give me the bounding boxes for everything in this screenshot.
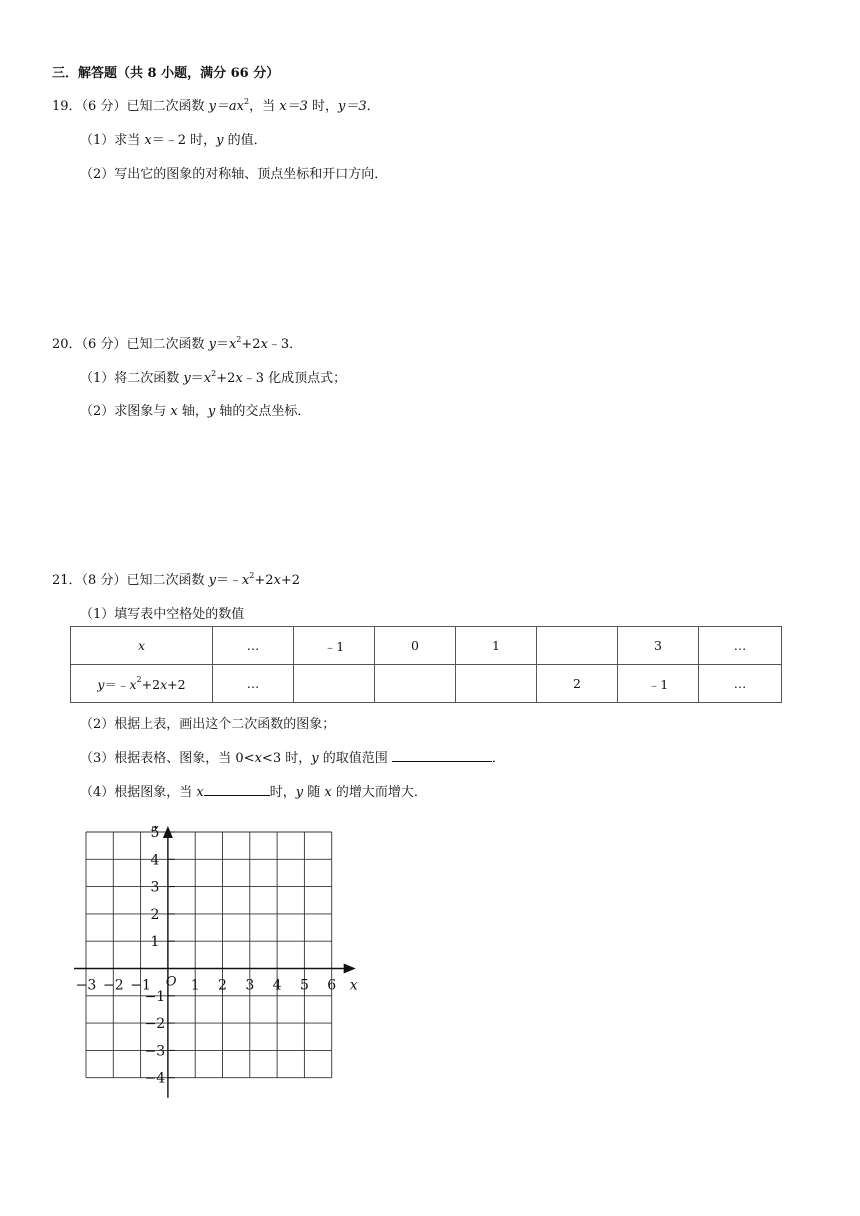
q20-stem-y: y — [208, 337, 216, 352]
table-cell: ﹣1 — [618, 665, 699, 703]
q19-p1-x: x — [144, 133, 152, 148]
x-tick-label: 6 — [327, 977, 337, 994]
q21-p4-y: y — [295, 785, 304, 800]
q21-stem-exp: 2 — [249, 570, 255, 580]
q21-stem-x: x — [241, 573, 250, 588]
q20-part2 — [80, 400, 310, 419]
table-header-y-x2: x — [160, 676, 168, 692]
y-tick-label: −1 — [144, 988, 166, 1005]
table-cell: 3 — [618, 627, 699, 665]
q20-stem-tail: ﹣3． — [267, 337, 303, 352]
table-cell: 1 — [456, 627, 537, 665]
q20-p1-a: （1）将二次函数 — [80, 371, 184, 386]
q19-p1-y: y — [216, 133, 224, 148]
q21-p4-d: 的增大而增大． — [331, 785, 427, 800]
y-tick-label: 1 — [150, 934, 160, 951]
q21-p4-c: 随 — [303, 785, 325, 800]
q21-stem-rest: +2 — [254, 573, 274, 588]
q21-stem-y: y — [208, 573, 216, 588]
q20-p2-x: x — [170, 404, 178, 419]
q21-p4-a: （4）根据图象，当 — [80, 785, 197, 800]
table-cell-blank[interactable] — [375, 665, 456, 703]
q20-stem-prefix: 20．（6 分）已知二次函数 — [52, 337, 209, 352]
q21-p3-x: x — [254, 751, 262, 766]
x-axis-arrow-icon — [344, 964, 356, 974]
q21-stem-eq: ＝﹣ — [215, 573, 242, 588]
q21-p3-c: 的取值范围 — [318, 751, 392, 766]
q20-p1-exp: 2 — [211, 368, 217, 378]
q21-p3-b: <3 时， — [261, 751, 312, 766]
y-axis-label — [151, 826, 161, 832]
table-header-y-var: y — [97, 676, 105, 692]
q20-p1-tail: ﹣3 化成顶点式； — [242, 371, 347, 386]
q21-p4-x2: x — [324, 785, 332, 800]
q20-p2-y: y — [207, 404, 216, 419]
answer-blank-range[interactable] — [392, 749, 492, 762]
q19-stem — [52, 95, 380, 114]
table-cell-blank[interactable] — [537, 627, 618, 665]
q20-stem-rest: +2 — [241, 337, 261, 352]
q20-p2-b: 轴， — [177, 404, 208, 419]
section-title: 三．解答题（共 8 小题，满分 66 分） — [52, 66, 280, 81]
y-tick-label: 2 — [150, 906, 160, 923]
y-tick-label: −2 — [144, 1016, 166, 1033]
q21-part4 — [80, 781, 427, 800]
q21-p4-b: 时， — [269, 785, 296, 800]
y-tick-label: 5 — [150, 826, 160, 841]
q19-stem-func: y＝ax — [208, 99, 245, 114]
q20-stem-x2: x — [260, 337, 268, 352]
table-cell: 2 — [537, 665, 618, 703]
q21-part2: （2）根据上表，画出这个二次函数的图象； — [80, 717, 336, 732]
x-tick-label: 5 — [299, 977, 309, 994]
table-cell: … — [699, 627, 782, 665]
q21-p3-y: y — [311, 751, 319, 766]
q19-p1-c: 的值． — [223, 133, 267, 148]
table-header-y-exp: 2 — [136, 675, 142, 685]
value-table — [70, 626, 782, 703]
q19-part2: （2）写出它的图象的对称轴、顶点坐标和开口方向． — [80, 167, 388, 182]
x-tick-label: 2 — [218, 977, 227, 994]
table-cell: … — [699, 665, 782, 703]
x-axis-label: x — [349, 977, 358, 994]
q19-p1-a: （1）求当 — [80, 133, 145, 148]
x-tick-label: 3 — [245, 977, 255, 994]
q20-p1-eq: ＝ — [190, 371, 204, 386]
table-header-y-x: x — [129, 676, 137, 692]
table-cell: ﹣1 — [294, 627, 375, 665]
origin-label: O — [165, 974, 177, 990]
q21-part3 — [80, 747, 505, 766]
coordinate-grid-svg[interactable] — [70, 826, 370, 1106]
q21-p3-a: （3）根据表格、图象，当 0< — [80, 751, 255, 766]
q21-stem — [52, 569, 300, 588]
x-tick-label: −1 — [130, 977, 151, 994]
table-header-y-eq: ＝﹣ — [104, 676, 130, 692]
q19-p1-b: ＝﹣2 时， — [151, 133, 217, 148]
table-header-y-tail: +2 — [167, 676, 186, 692]
q19-stem-mid: ，当 — [249, 99, 280, 114]
q21-p3-end: ． — [491, 751, 505, 766]
q20-stem-eq: ＝ — [215, 337, 229, 352]
q20-stem — [52, 333, 302, 352]
q20-stem-exp: 2 — [236, 334, 242, 344]
q19-stem-prefix: 19．（6 分）已知二次函数 — [52, 99, 209, 114]
coordinate-grid[interactable] — [70, 826, 370, 1110]
q20-p2-a: （2）求图象与 — [80, 404, 171, 419]
q21-stem-x2: x — [273, 573, 281, 588]
q20-p1-x: x — [203, 371, 212, 386]
table-cell-blank[interactable] — [456, 665, 537, 703]
table-header-y — [71, 665, 213, 703]
x-tick-label: −3 — [75, 977, 97, 994]
table-cell: 0 — [375, 627, 456, 665]
q21-stem-prefix: 21．（8 分）已知二次函数 — [52, 573, 209, 588]
q20-p1-x2: x — [235, 371, 243, 386]
y-tick-label: 4 — [150, 852, 160, 869]
q20-part1 — [80, 367, 346, 386]
table-cell: … — [213, 665, 294, 703]
y-tick-label: −4 — [144, 1070, 166, 1087]
table-cell: … — [213, 627, 294, 665]
q20-p1-rest: +2 — [216, 371, 236, 386]
table-cell-blank[interactable] — [294, 665, 375, 703]
q19-stem-exp: 2 — [244, 96, 250, 106]
q19-cond-y: y＝3 — [338, 99, 367, 114]
q20-stem-x: x — [228, 337, 237, 352]
x-tick-label: −2 — [102, 977, 124, 994]
table-row-x — [71, 627, 782, 665]
answer-blank-x[interactable] — [204, 783, 270, 796]
table-row-y — [71, 665, 782, 703]
x-tick-label: 4 — [272, 977, 282, 994]
q19-part1 — [80, 129, 267, 148]
q21-p4-x: x — [196, 785, 204, 800]
table-header-x: x — [71, 627, 213, 665]
x-tick-label: 1 — [190, 977, 200, 994]
table-header-y-rest: +2 — [141, 676, 161, 692]
q19-stem-end: ． — [366, 99, 380, 114]
q21-part1: （1）填写表中空格处的数值 — [80, 607, 245, 622]
y-tick-label: 3 — [150, 879, 160, 896]
q19-stem-sep: 时， — [307, 99, 338, 114]
q21-stem-tail: +2 — [280, 573, 301, 588]
q20-p2-c: 轴的交点坐标． — [215, 404, 311, 419]
q20-p1-y: y — [183, 371, 191, 386]
q19-cond-x: x＝3 — [279, 99, 308, 114]
y-tick-label: −3 — [144, 1043, 166, 1060]
